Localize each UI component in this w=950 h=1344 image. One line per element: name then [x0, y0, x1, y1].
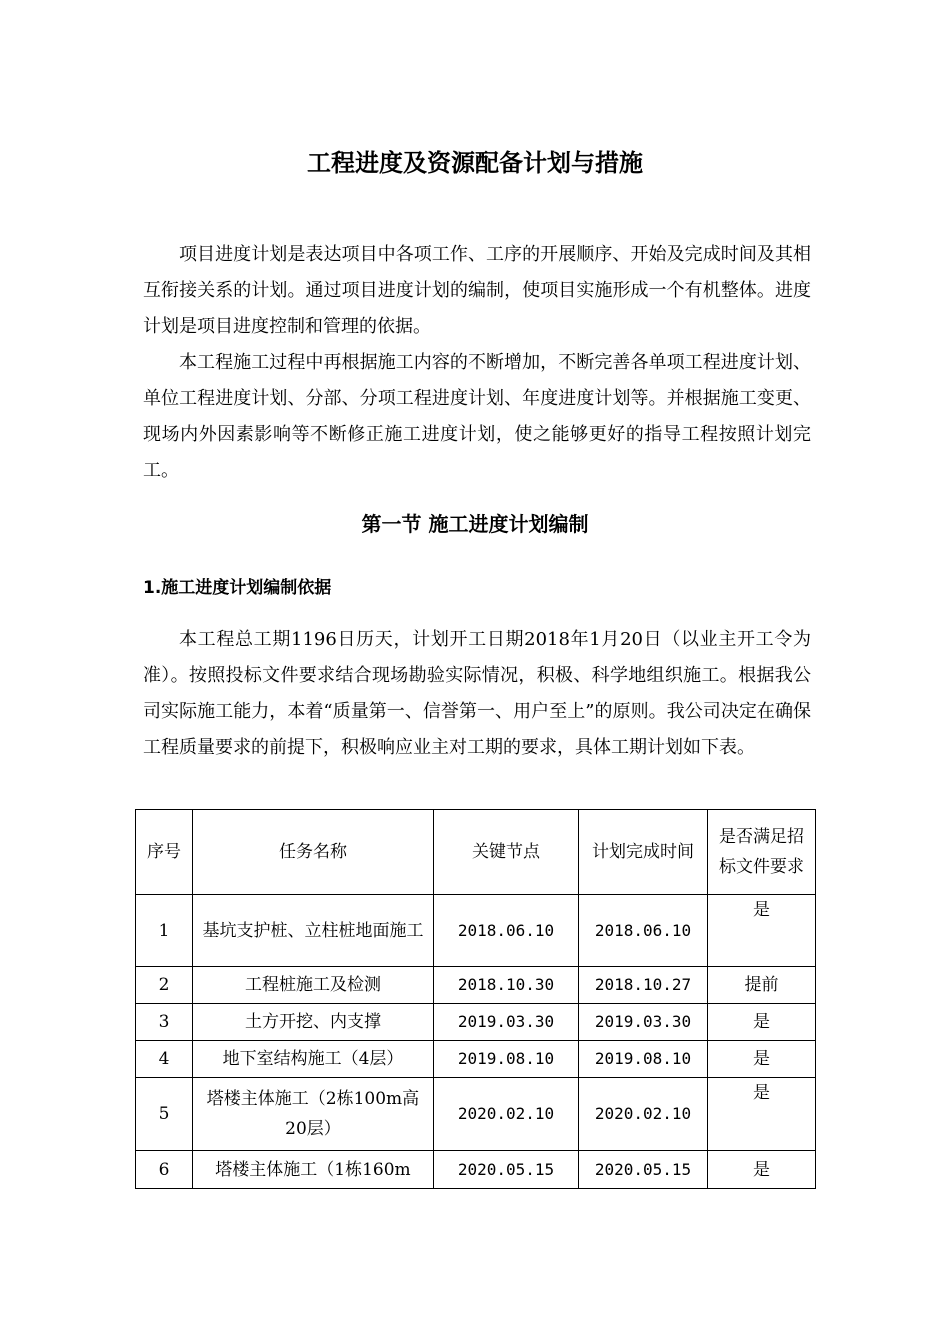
header-meets: 是否满足招标文件要求: [708, 810, 816, 895]
table-row: [136, 895, 816, 967]
table-row: [136, 967, 816, 1004]
header-planned: 计划完成时间: [579, 810, 708, 895]
cell-planned: 2018.10.27: [579, 967, 708, 1004]
cell-no: 6: [136, 1151, 193, 1189]
cell-planned: 2020.02.10: [579, 1078, 708, 1151]
table-row: [136, 1151, 816, 1189]
schedule-table: [135, 809, 816, 1189]
header-no: 序号: [136, 810, 193, 895]
cell-meets: 是: [708, 1004, 816, 1041]
cell-planned: 2019.03.30: [579, 1004, 708, 1041]
intro-paragraph-2: 本工程施工过程中再根据施工内容的不断增加，不断完善各单项工程进度计划、单位工程进度计划、分部、分项工程进度计划、年度进度计划等。并根据施工变更、现场内外因素影响等不断修正施工进度计划，使之能够更好的指导工程按照计划完工。: [143, 352, 811, 481]
cell-task: 地下室结构施工（4层）: [193, 1041, 434, 1078]
cell-milestone: 2018.10.30: [434, 967, 579, 1004]
cell-planned: 2019.08.10: [579, 1041, 708, 1078]
basis-paragraph: 本工程总工期1196日历天，计划开工日期2018年1月20日（以业主开工令为准）。按照投标文件要求结合现场勘验实际情况，积极、科学地组织施工。根据我公司实际施工能力，本着“质量第一、信誉第一、用户至上”的原则。我公司决定在确保工程质量要求的前提下，积极响应业主对工期的要求，具体工期计划如下表。: [143, 629, 811, 758]
cell-planned: 2020.05.15: [579, 1151, 708, 1189]
cell-no: 2: [136, 967, 193, 1004]
cell-task: 工程桩施工及检测: [193, 967, 434, 1004]
cell-meets: 是: [708, 1041, 816, 1078]
table-row: [136, 1078, 816, 1151]
intro-paragraph-1: 项目进度计划是表达项目中各项工作、工序的开展顺序、开始及完成时间及其相互衔接关系的计划。通过项目进度计划的编制，使项目实施形成一个有机整体。进度计划是项目进度控制和管理的依据。: [143, 244, 811, 337]
cell-no: 5: [136, 1078, 193, 1151]
cell-meets: 是: [708, 895, 816, 967]
cell-planned: 2018.06.10: [579, 895, 708, 967]
table-row: [136, 1004, 816, 1041]
cell-no: 3: [136, 1004, 193, 1041]
section-title: 第一节 施工进度计划编制: [361, 512, 589, 536]
cell-meets: 是: [708, 1078, 816, 1151]
cell-milestone: 2019.03.30: [434, 1004, 579, 1041]
cell-milestone: 2020.02.10: [434, 1078, 579, 1151]
table-row: [136, 1041, 816, 1078]
cell-no: 4: [136, 1041, 193, 1078]
cell-meets: 是: [708, 1151, 816, 1189]
cell-meets: 提前: [708, 967, 816, 1004]
header-milestone: 关键节点: [434, 810, 579, 895]
table-header-row: [136, 810, 816, 895]
cell-task: 基坑支护桩、立柱桩地面施工: [193, 895, 434, 967]
document-title: 工程进度及资源配备计划与措施: [307, 149, 643, 177]
cell-no: 1: [136, 895, 193, 967]
cell-task: 塔楼主体施工（1栋160m: [193, 1151, 434, 1189]
cell-milestone: 2019.08.10: [434, 1041, 579, 1078]
cell-milestone: 2020.05.15: [434, 1151, 579, 1189]
cell-task: 塔楼主体施工（2栋100m高20层）: [193, 1078, 434, 1151]
cell-milestone: 2018.06.10: [434, 895, 579, 967]
header-task: 任务名称: [193, 810, 434, 895]
cell-task: 土方开挖、内支撑: [193, 1004, 434, 1041]
subsection-title: 1.施工进度计划编制依据: [143, 578, 332, 598]
